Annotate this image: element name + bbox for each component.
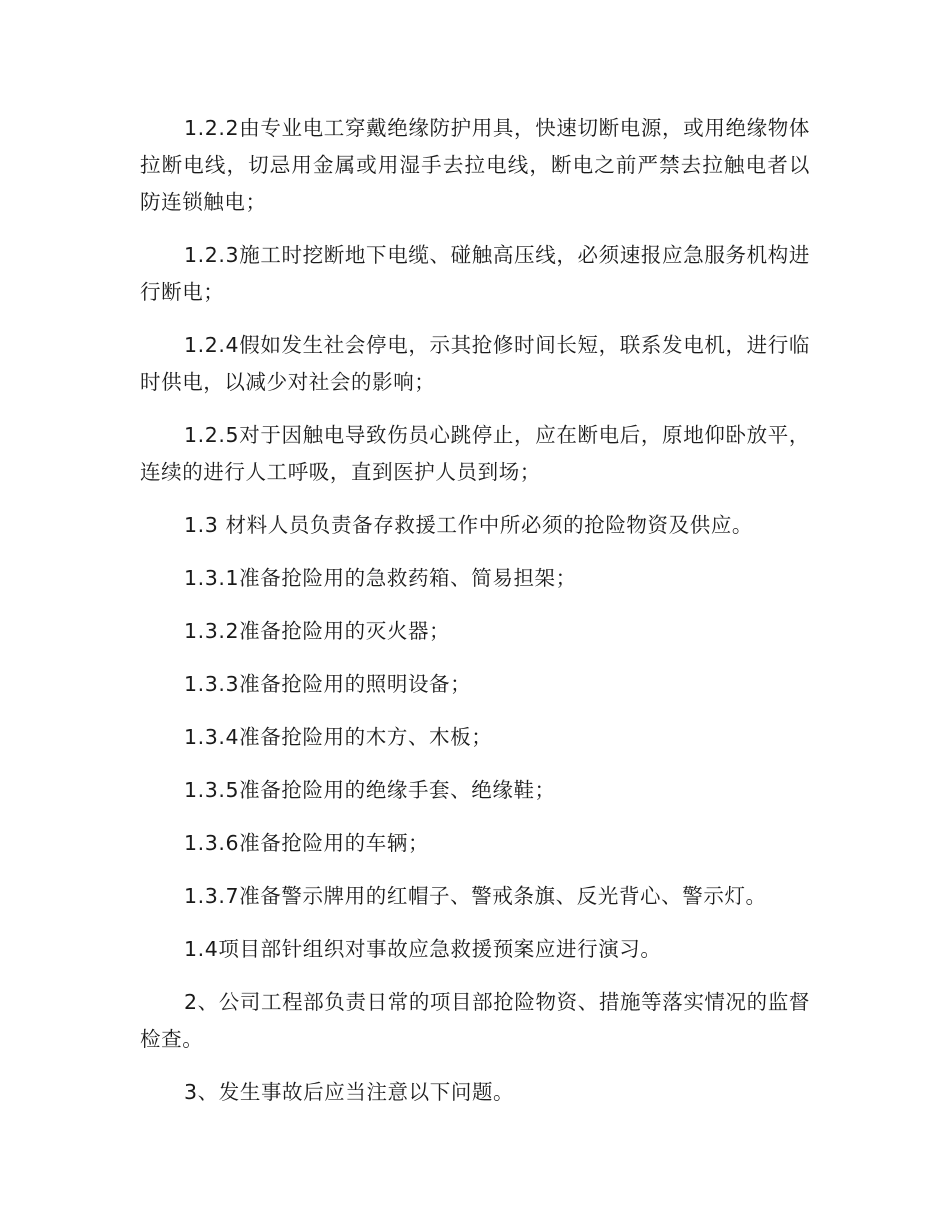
paragraph-1-2-4: 1.2.4假如发生社会停电，示其抢修时间长短，联系发电机，进行临时供电，以减少对社会的影响； — [140, 333, 810, 394]
paragraph-1-3-7: 1.3.7准备警示牌用的红帽子、警戒条旗、反光背心、警示灯。 — [184, 884, 767, 908]
paragraph-1-3-2: 1.3.2准备抢险用的灭火器； — [184, 619, 451, 643]
paragraph-1-2-3: 1.2.3施工时挖断地下电缆、碰触高压线，必须速报应急服务机构进行断电； — [140, 243, 810, 304]
paragraph-1-2-5: 1.2.5对于因触电导致伤员心跳停止，应在断电后，原地仰卧放平，连续的进行人工呼吸，直到医护人员到场； — [140, 423, 810, 484]
paragraph-1-2-2: 1.2.2由专业电工穿戴绝缘防护用具，快速切断电源，或用绝缘物体拉断电线，切忌用金属或用湿手去拉电线，断电之前严禁去拉触电者以防连锁触电； — [140, 116, 810, 214]
paragraph-1-4: 1.4项目部针组织对事故应急救援预案应进行演习。 — [184, 937, 662, 961]
paragraph-1-3-6: 1.3.6准备抢险用的车辆； — [184, 831, 430, 855]
paragraph-3: 3、发生事故后应当注意以下问题。 — [184, 1080, 515, 1104]
paragraph-1-3: 1.3 材料人员负责备存救援工作中所必须的抢险物资及供应。 — [184, 513, 754, 537]
paragraph-2: 2、公司工程部负责日常的项目部抢险物资、措施等落实情况的监督检查。 — [140, 990, 810, 1051]
paragraph-1-3-3: 1.3.3准备抢险用的照明设备； — [184, 672, 472, 696]
paragraph-1-3-5: 1.3.5准备抢险用的绝缘手套、绝缘鞋； — [184, 778, 556, 802]
paragraph-1-3-1: 1.3.1准备抢险用的急救药箱、简易担架； — [184, 566, 577, 590]
document-body — [140, 110, 810, 1127]
paragraph-1-3-4: 1.3.4准备抢险用的木方、木板； — [184, 725, 493, 749]
